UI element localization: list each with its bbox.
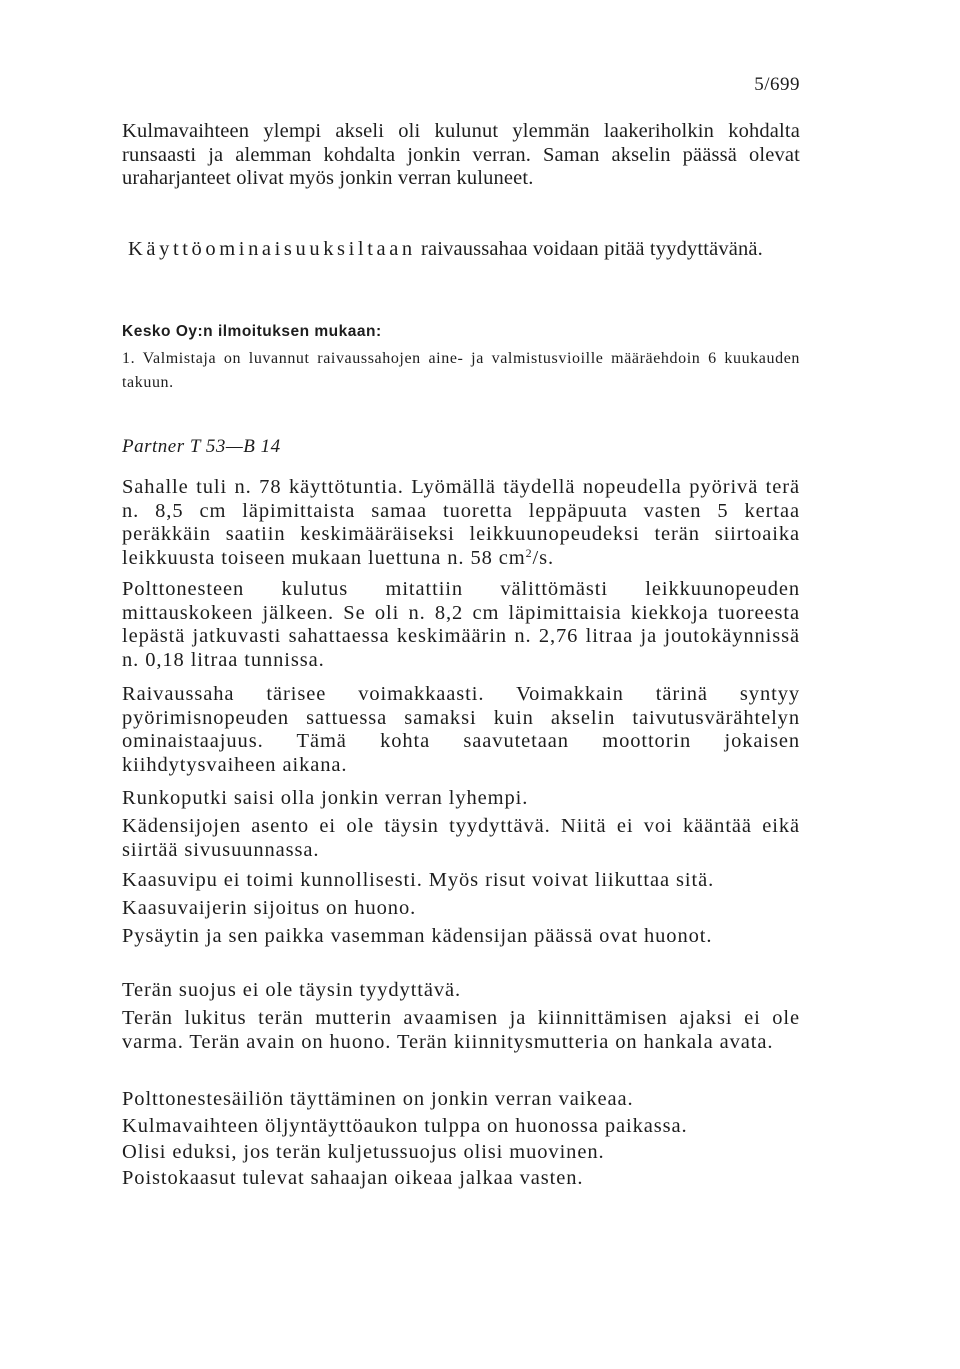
partner-paragraph-frame: Runkoputki saisi olla jonkin verran lyhempi. [122, 787, 529, 809]
partner-paragraph-handles: Kädensijojen asento ei ole täysin tyydyttävä. Niitä ei voi kääntää eikä siirtää sivusuunnassa. [122, 815, 800, 861]
kesko-item: 1. Valmistaja on luvannut raivaussahojen aine- ja valmistusvioille määräehdoin 6 kuukauden takuun. [122, 350, 800, 391]
partner-paragraph-stop: Pysäytin ja sen paikka vasemman kädensijan päässä ovat huonot. [122, 925, 713, 947]
partner-paragraph-cable: Kaasuvaijerin sijoitus on huono. [122, 897, 417, 919]
usability-spaced-text: Käyttöominaisuuksiltaan [128, 238, 416, 260]
partner-paragraph-transport-guard: Olisi eduksi, jos terän kuljetussuojus olisi muovinen. [122, 1141, 605, 1163]
speed-superscript: 2 [525, 545, 533, 560]
partner-paragraph-speed [122, 476, 800, 570]
partner-paragraph-blade-lock: Terän lukitus terän mutterin avaamisen ja kiinnittämisen ajaksi ei ole varma. Terän avain on huono. Terän kiinnitysmutteria on hankala avata. [122, 1007, 800, 1053]
partner-paragraph-throttle: Kaasuvipu ei toimi kunnollisesti. Myös risut voivat liikuttaa sitä. [122, 869, 715, 891]
partner-heading: Partner T 53—B 14 [122, 436, 281, 457]
partner-paragraph-vibration: Raivaussaha tärisee voimakkaasti. Voimakkain tärinä syntyy pyörimisnopeuden sattuessa samaksi kuin akselin taivutusvärähtelyn ominaistaajuus. Tämä kohta saavutetaan moottorin jokaisen kiihdytysvaiheen aikana. [122, 683, 800, 776]
kesko-heading: Kesko Oy:n ilmoituksen mukaan: [122, 323, 382, 340]
partner-paragraph-guard: Terän suojus ei ole täysin tyydyttävä. [122, 979, 462, 1001]
usability-paragraph [122, 238, 800, 262]
usability-rest-text: raivaussahaa voidaan pitää tyydyttävänä. [415, 238, 763, 260]
partner-paragraph-exhaust: Poistokaasut tulevat sahaajan oikeaa jalkaa vasten. [122, 1167, 584, 1189]
page-number: 5/699 [754, 74, 800, 95]
intro-paragraph: Kulmavaihteen ylempi akseli oli kulunut ylemmän laakeriholkin kohdalta runsaasti ja alemman kohdalta jonkin verran. Saman akselin päässä olevat uraharjanteet olivat myös jonkin verran kuluneet. [122, 120, 800, 189]
partner-paragraph-fuel: Polttonesteen kulutus mitattiin välittömästi leikkuunopeuden mittauskokeen jälkeen. Se oli n. 8,2 cm läpimittaisia kiekkoja tuoreesta lepästä jatkuvasti sahattaessa keskimäärin n. 2,76 litraa ja joutokäynnissä n. 0,18 litraa tunnissa. [122, 578, 800, 671]
partner-paragraph-oil-plug: Kulmavaihteen öljyntäyttöaukon tulppa on huonossa paikassa. [122, 1115, 688, 1137]
partner-paragraph-tank: Polttonestesäiliön täyttäminen on jonkin verran vaikeaa. [122, 1088, 634, 1110]
speed-unit-suffix: /s. [532, 546, 555, 569]
speed-text: Sahalle tuli n. 78 käyttötuntia. Lyömällä täydellä nopeudella pyörivä terä n. 8,5 cm läpimittaista samaa tuoretta leppäpuuta vasten 5 kertaa peräkkäin saatiin keskimääräiseksi leikkuunopeudeksi terän siirtoaika leikkuusta toiseen mukaan luettuna n. 58 cm [122, 476, 800, 569]
